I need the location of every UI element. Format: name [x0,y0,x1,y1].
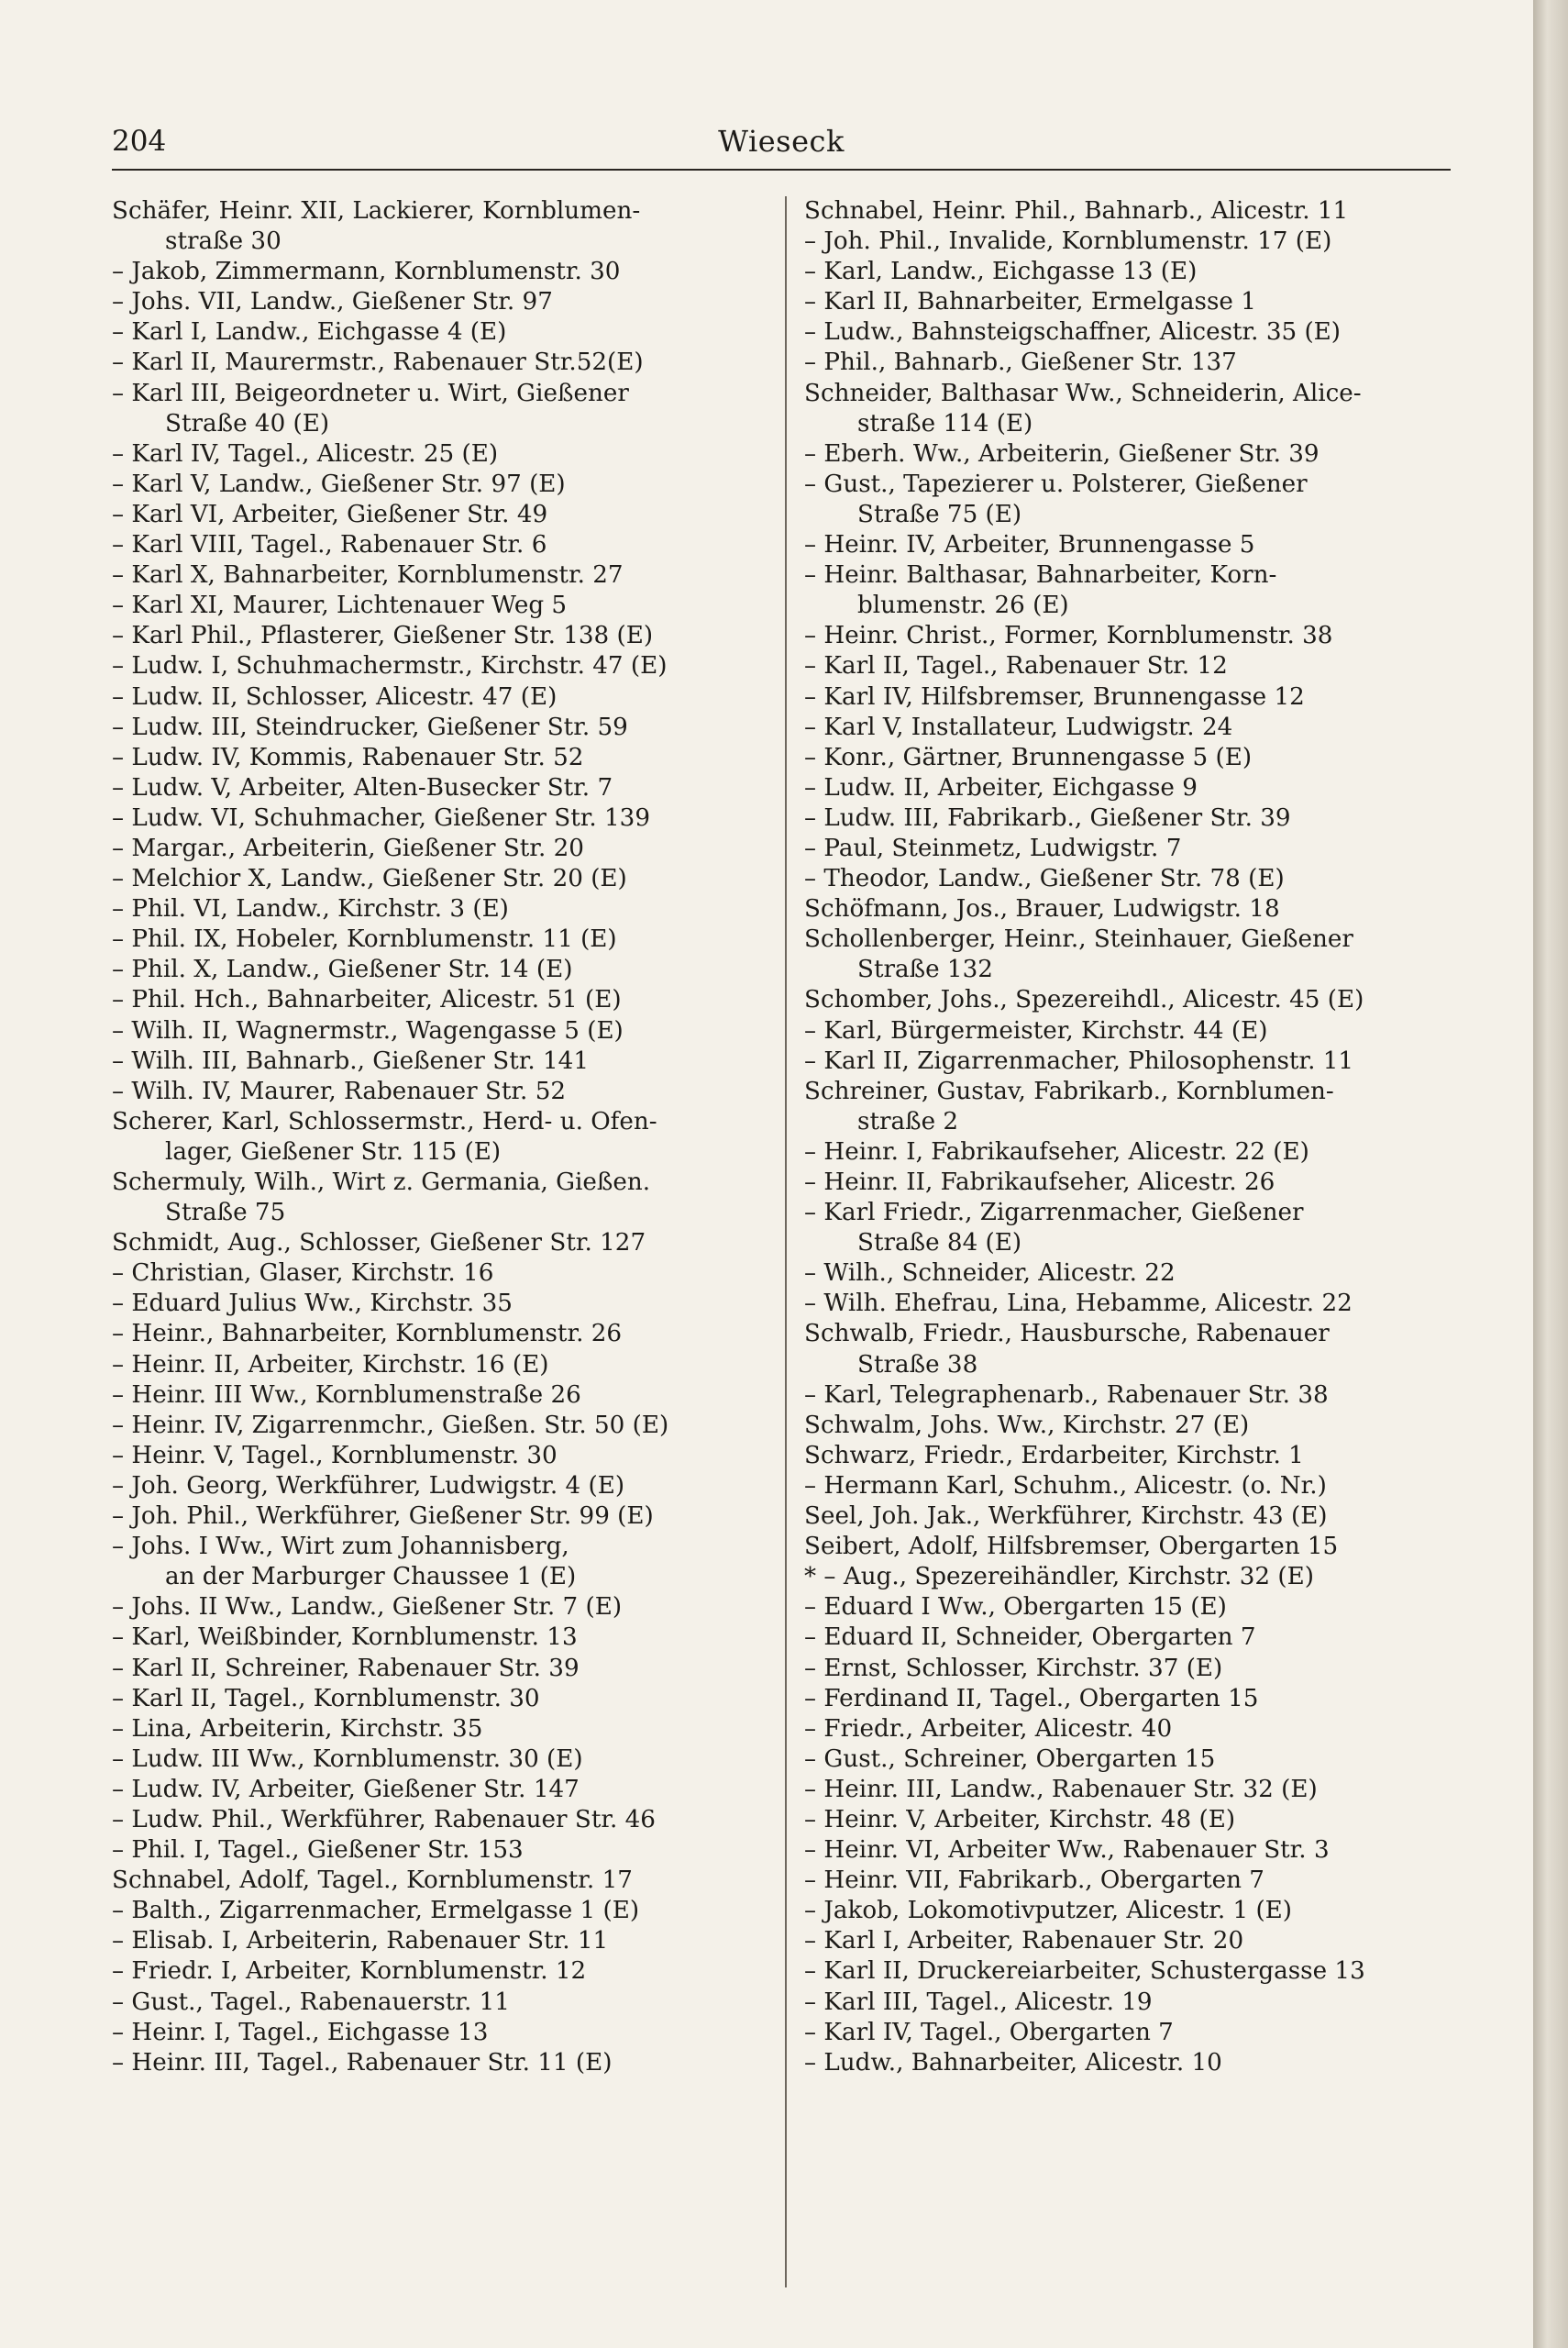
directory-entry-line: Schwalm, Johs. Ww., Kirchstr. 27 (E) [804,1411,1250,1439]
directory-entry-line: Schwalb, Friedr., Hausbursche, Rabenauer [804,1320,1330,1348]
directory-entry-line: – Heinr. I, Tagel., Eichgasse 13 [112,2018,489,2046]
directory-entry-line: – Ludw. III, Steindrucker, Gießener Str. 59 [112,713,628,741]
directory-entry-line: – Ferdinand II, Tagel., Obergarten 15 [804,1684,1259,1712]
directory-entry-line: – Hermann Karl, Schuhm., Alicestr. (o. Nr.) [804,1471,1327,1500]
directory-entry-line: blumenstr. 26 (E) [857,592,1069,620]
directory-entry-line: Scherer, Karl, Schlossermstr., Herd- u. Ofen- [112,1107,657,1135]
directory-entry-line: Schermuly, Wilh., Wirt z. Germania, Gießen. [112,1168,651,1196]
directory-entry-line: Schollenberger, Heinr., Steinhauer, Gießener [804,925,1353,954]
directory-entry-line: – Karl II, Maurermstr., Rabenauer Str.52(E) [112,349,644,377]
directory-entry-line: – Jakob, Zimmermann, Kornblumenstr. 30 [112,258,621,286]
directory-entry-line: – Konr., Gärtner, Brunnengasse 5 (E) [804,743,1253,771]
directory-entry-line: – Karl IV, Tagel., Alicestr. 25 (E) [112,439,499,468]
directory-entry-line: – Gust., Tagel., Rabenauerstr. 11 [112,1988,510,2016]
header-rule [112,169,1451,171]
directory-entry-line: – Karl V, Landw., Gießener Str. 97 (E) [112,470,566,498]
directory-entry-line: – Johs. II Ww., Landw., Gießener Str. 7 (E) [112,1593,623,1622]
directory-entry-line: – Joh. Phil., Werkführer, Gießener Str. 99 (E) [112,1502,654,1531]
directory-entry-line: Straße 132 [857,956,993,984]
directory-entry-line: – Joh. Georg, Werkführer, Ludwigstr. 4 (E) [112,1471,625,1500]
directory-entry-line: Schomber, Johs., Spezereihdl., Alicestr. 45 (E) [804,986,1364,1014]
directory-entry-line: – Joh. Phil., Invalide, Kornblumenstr. 17 (E) [804,227,1332,256]
directory-entry-line: – Ludw. IV, Kommis, Rabenauer Str. 52 [112,743,584,771]
directory-entry-line: – Heinr. VI, Arbeiter Ww., Rabenauer Str. 3 [804,1836,1330,1865]
directory-entry-line: – Karl X, Bahnarbeiter, Kornblumenstr. 27 [112,561,624,590]
directory-entry-line: – Phil. X, Landw., Gießener Str. 14 (E) [112,956,573,984]
directory-entry-line: – Wilh., Schneider, Alicestr. 22 [804,1259,1176,1288]
directory-entry-line: Straße 75 (E) [857,500,1022,528]
directory-entry-line: – Heinr. VII, Fabrikarb., Obergarten 7 [804,1866,1264,1895]
directory-entry-line: – Phil. VI, Landw., Kirchstr. 3 (E) [112,895,509,924]
directory-entry-line: – Karl XI, Maurer, Lichtenauer Weg 5 [112,592,568,620]
directory-entry-line: – Heinr. III, Tagel., Rabenauer Str. 11 (E) [112,2048,613,2077]
directory-entry-line: – Heinr. IV, Arbeiter, Brunnengasse 5 [804,531,1255,559]
directory-entry-line: – Karl I, Landw., Eichgasse 4 (E) [112,318,507,347]
directory-entry-line: – Karl, Bürgermeister, Kirchstr. 44 (E) [804,1016,1268,1045]
directory-entry-line: – Karl III, Tagel., Alicestr. 19 [804,1988,1153,2016]
directory-entry-line: – Phil. IX, Hobeler, Kornblumenstr. 11 (E) [112,925,617,954]
directory-entry-line: – Eberh. Ww., Arbeiterin, Gießener Str. 39 [804,439,1320,468]
directory-entry-line: – Karl II, Tagel., Rabenauer Str. 12 [804,652,1228,681]
directory-entry-line: – Wilh. IV, Maurer, Rabenauer Str. 52 [112,1077,567,1105]
page-number: 204 [112,125,167,158]
directory-entry-line: – Christian, Glaser, Kirchstr. 16 [112,1259,494,1288]
directory-entry-line: – Wilh. II, Wagnermstr., Wagengasse 5 (E) [112,1016,624,1045]
left-column [112,196,754,2078]
directory-entry-line: – Elisab. I, Arbeiterin, Rabenauer Str. 11 [112,1927,609,1955]
running-head: Wieseck [718,124,845,159]
directory-entry-line: – Heinr. III Ww., Kornblumenstraße 26 [112,1380,581,1409]
directory-entry-line: – Gust., Tapezierer u. Polsterer, Gießener [804,470,1308,498]
directory-entry-line: – Ludw., Bahnsteigschaffner, Alicestr. 35 (E) [804,318,1342,347]
directory-entry-line: Schmidt, Aug., Schlosser, Gießener Str. 127 [112,1229,646,1257]
directory-entry-line: – Ludw. Phil., Werkführer, Rabenauer Str. 46 [112,1805,656,1833]
directory-entry-line: – Lina, Arbeiterin, Kirchstr. 35 [112,1714,483,1743]
directory-entry-line: an der Marburger Chaussee 1 (E) [165,1563,577,1591]
directory-entry-line: – Heinr. II, Arbeiter, Kirchstr. 16 (E) [112,1350,549,1379]
page-edge [1533,0,1568,2348]
directory-entry-line: Straße 84 (E) [857,1229,1022,1257]
directory-entry-line: * – Aug., Spezereihändler, Kirchstr. 32 (E) [804,1563,1314,1591]
directory-entry-line: – Karl II, Bahnarbeiter, Ermelgasse 1 [804,288,1256,316]
directory-entry-line: – Eduard I Ww., Obergarten 15 (E) [804,1593,1227,1622]
directory-entry-line: – Heinr. I, Fabrikaufseher, Alicestr. 22 (E) [804,1137,1309,1166]
directory-entry-line: – Phil., Bahnarb., Gießener Str. 137 [804,349,1237,377]
directory-entry-line: – Heinr. Christ., Former, Kornblumenstr. 38 [804,622,1333,650]
directory-entry-line: – Heinr. IV, Zigarrenmchr., Gießen. Str. 50 (E) [112,1411,669,1439]
directory-entry-line: – Karl II, Tagel., Kornblumenstr. 30 [112,1684,540,1712]
directory-entry-line: – Ludw. I, Schuhmachermstr., Kirchstr. 47 (E) [112,652,668,681]
directory-entry-line: – Theodor, Landw., Gießener Str. 78 (E) [804,865,1285,893]
directory-entry-line: – Karl II, Druckereiarbeiter, Schustergasse 13 [804,1957,1365,1986]
directory-entry-line: – Karl II, Zigarrenmacher, Philosophenstr. 11 [804,1047,1354,1075]
directory-entry-line: – Karl Phil., Pflasterer, Gießener Str. 138 (E) [112,622,654,650]
directory-entry-line: – Jakob, Lokomotivputzer, Alicestr. 1 (E) [804,1897,1293,1925]
directory-entry-line: – Karl IV, Tagel., Obergarten 7 [804,2018,1174,2046]
directory-entry-line: – Ludw. II, Schlosser, Alicestr. 47 (E) [112,682,558,711]
page-header [112,123,1451,174]
directory-entry-line: – Gust., Schreiner, Obergarten 15 [804,1744,1216,1773]
directory-entry-line: – Karl, Telegraphenarb., Rabenauer Str. 38 [804,1380,1329,1409]
directory-entry-line: straße 30 [165,227,282,256]
directory-entry-line: – Heinr. III, Landw., Rabenauer Str. 32 (E) [804,1775,1318,1803]
directory-entry-line: Straße 75 [165,1199,286,1227]
directory-entry-line: Schnabel, Adolf, Tagel., Kornblumenstr. 17 [112,1866,633,1895]
directory-entry-line: – Ludw., Bahnarbeiter, Alicestr. 10 [804,2048,1222,2077]
directory-entry-line: – Melchior X, Landw., Gießener Str. 20 (E) [112,865,627,893]
directory-entry-line: – Phil. I, Tagel., Gießener Str. 153 [112,1836,524,1865]
column-divider [785,196,787,2287]
directory-entry-line: – Phil. Hch., Bahnarbeiter, Alicestr. 51 (E) [112,986,622,1014]
directory-entry-line: lager, Gießener Str. 115 (E) [165,1137,502,1166]
directory-entry-line: – Karl Friedr., Zigarrenmacher, Gießener [804,1199,1304,1227]
directory-entry-line: – Ludw. III Ww., Kornblumenstr. 30 (E) [112,1744,583,1773]
directory-entry-line: – Friedr., Arbeiter, Alicestr. 40 [804,1714,1173,1743]
directory-entry-line: Straße 38 [857,1350,978,1379]
directory-entry-line: – Karl II, Schreiner, Rabenauer Str. 39 [112,1654,580,1682]
directory-entry-line: – Karl V, Installateur, Ludwigstr. 24 [804,713,1233,741]
directory-entry-line: – Ludw. VI, Schuhmacher, Gießener Str. 139 [112,803,650,832]
directory-entry-line: Schöfmann, Jos., Brauer, Ludwigstr. 18 [804,895,1280,924]
directory-entry-line: – Karl I, Arbeiter, Rabenauer Str. 20 [804,1927,1244,1955]
directory-entry-line: – Heinr. V, Arbeiter, Kirchstr. 48 (E) [804,1805,1236,1833]
directory-entry-line: – Paul, Steinmetz, Ludwigstr. 7 [804,834,1182,862]
directory-entry-line: – Ludw. III, Fabrikarb., Gießener Str. 39 [804,803,1291,832]
directory-entry-line: – Wilh. III, Bahnarb., Gießener Str. 141 [112,1047,590,1075]
directory-entry-line: – Karl IV, Hilfsbremser, Brunnengasse 12 [804,682,1305,711]
directory-entry-line: – Ludw. IV, Arbeiter, Gießener Str. 147 [112,1775,580,1803]
directory-entry-line: Schwarz, Friedr., Erdarbeiter, Kirchstr. 1 [804,1441,1304,1469]
directory-entry-line: – Eduard II, Schneider, Obergarten 7 [804,1623,1256,1652]
directory-entry-line: – Heinr., Bahnarbeiter, Kornblumenstr. 26 [112,1320,623,1348]
directory-entry-line: Schäfer, Heinr. XII, Lackierer, Kornblumen- [112,197,641,225]
directory-entry-line: – Margar., Arbeiterin, Gießener Str. 20 [112,834,584,862]
right-column [804,196,1446,2078]
directory-entry-line: – Eduard Julius Ww., Kirchstr. 35 [112,1290,513,1318]
directory-entry-line: Straße 40 (E) [165,409,330,437]
directory-entry-line: – Karl, Weißbinder, Kornblumenstr. 13 [112,1623,578,1652]
directory-entry-line: Schnabel, Heinr. Phil., Bahnarb., Alicestr. 11 [804,197,1349,225]
directory-entry-line: – Ernst, Schlosser, Kirchstr. 37 (E) [804,1654,1223,1682]
directory-entry-line: Schreiner, Gustav, Fabrikarb., Kornblumen- [804,1077,1334,1105]
directory-entry-line: Schneider, Balthasar Ww., Schneiderin, Alice- [804,379,1362,407]
directory-entry-line: – Balth., Zigarrenmacher, Ermelgasse 1 (E) [112,1897,640,1925]
directory-entry-line: – Friedr. I, Arbeiter, Kornblumenstr. 12 [112,1957,587,1986]
directory-entry-line: – Johs. I Ww., Wirt zum Johannisberg, [112,1533,569,1561]
directory-entry-line: – Ludw. II, Arbeiter, Eichgasse 9 [804,773,1198,802]
directory-entry-line: straße 2 [857,1107,959,1135]
directory-entry-line: Seel, Joh. Jak., Werkführer, Kirchstr. 43 (E) [804,1502,1328,1531]
directory-entry-line: – Karl, Landw., Eichgasse 13 (E) [804,258,1198,286]
directory-entry-line: – Karl III, Beigeordneter u. Wirt, Gießener [112,379,629,407]
directory-entry-line: – Heinr. V, Tagel., Kornblumenstr. 30 [112,1441,558,1469]
directory-entry-line: Seibert, Adolf, Hilfsbremser, Obergarten 15 [804,1533,1339,1561]
directory-entry-line: – Ludw. V, Arbeiter, Alten-Busecker Str. 7 [112,773,613,802]
directory-entry-line: straße 114 (E) [857,409,1033,437]
directory-entry-line: – Heinr. II, Fabrikaufseher, Alicestr. 26 [804,1168,1275,1196]
directory-entry-line: – Wilh. Ehefrau, Lina, Hebamme, Alicestr. 22 [804,1290,1353,1318]
directory-entry-line: – Karl VIII, Tagel., Rabenauer Str. 6 [112,531,547,559]
directory-entry-line: – Heinr. Balthasar, Bahnarbeiter, Korn- [804,561,1277,590]
directory-entry-line: – Johs. VII, Landw., Gießener Str. 97 [112,288,553,316]
directory-entry-line: – Karl VI, Arbeiter, Gießener Str. 49 [112,500,548,528]
